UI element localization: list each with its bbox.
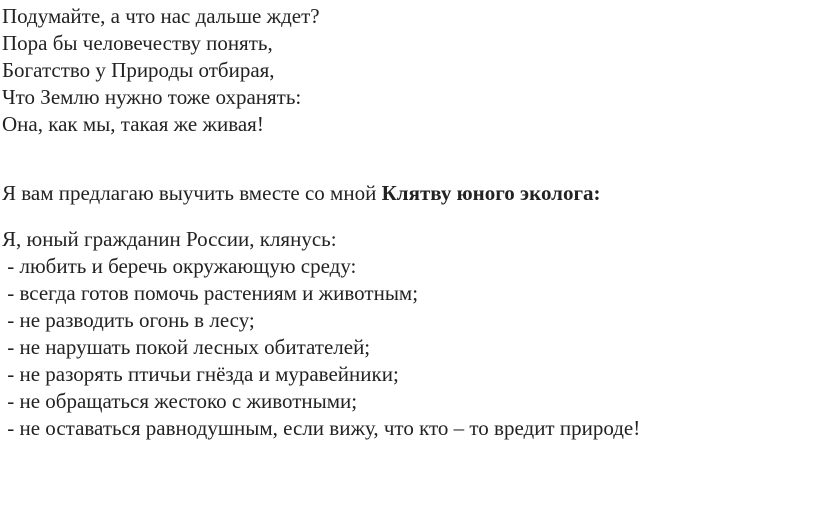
poem-line: Пора бы человечеству понять,	[2, 31, 273, 55]
oath-item: - не разорять птичьи гнёзда и муравейники;	[2, 362, 399, 386]
poem-line: Она, как мы, такая же живая!	[2, 112, 264, 136]
oath-item: - не нарушать покой лесных обитателей;	[2, 335, 371, 359]
poem-line: Богатство у Природы отбирая,	[2, 58, 275, 82]
oath-item: - всегда готов помочь растениям и животным;	[2, 281, 419, 305]
oath-intro: Я, юный гражданин России, клянусь:	[2, 227, 337, 251]
invitation-paragraph	[2, 180, 600, 207]
oath-item: - не оставаться равнодушным, если вижу, что кто – то вредит природе!	[2, 416, 641, 440]
invitation-text: Я вам предлагаю выучить вместе со мной	[2, 181, 382, 205]
oath-item: - не разводить огонь в лесу;	[2, 308, 255, 332]
oath-item: - любить и беречь окружающую среду:	[2, 254, 357, 278]
oath-title: Клятву юного эколога:	[381, 181, 601, 205]
poem-line: Подумайте, а что нас дальше ждет?	[2, 4, 320, 28]
poem-line: Что Землю нужно тоже охранять:	[2, 85, 302, 109]
oath-item: - не обращаться жестоко с животными;	[2, 389, 358, 413]
